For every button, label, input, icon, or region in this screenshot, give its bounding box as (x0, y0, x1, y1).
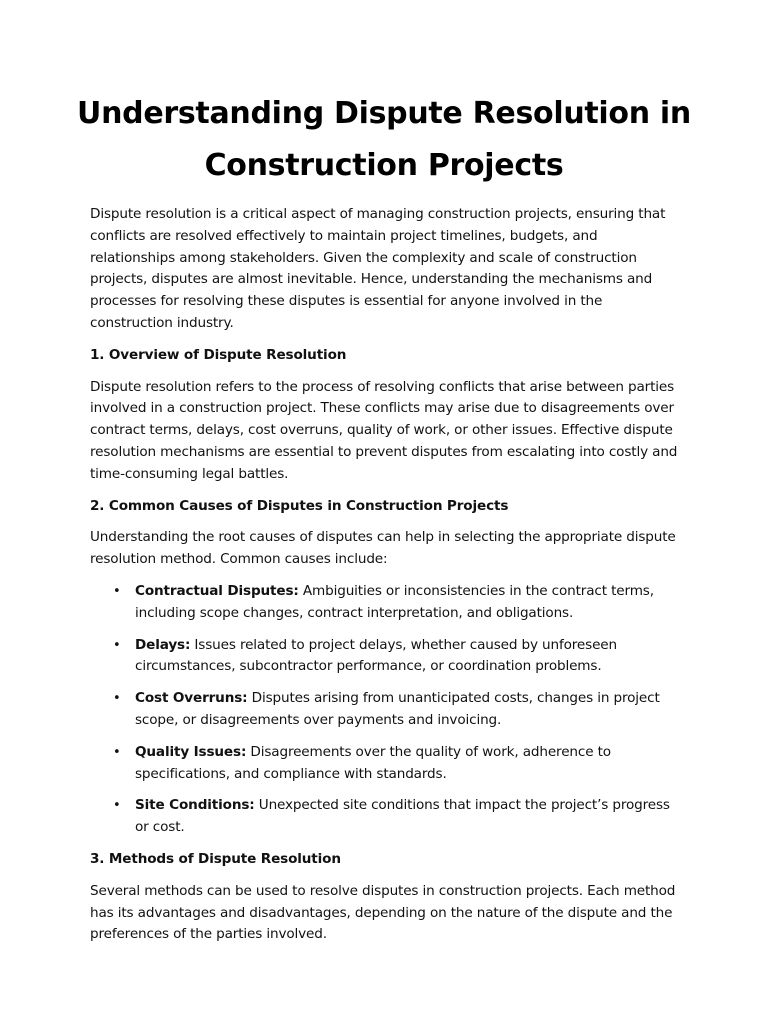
intro-paragraph: Dispute resolution is a critical aspect of managing construction projects, ensuring that conflicts are resolved effectively to maintain project timelines, budgets, and relationships among stakeholders. Given the complexity and scale of construction projects, disputes are almost inevitable. Hence, understanding the mechanisms and processes for resolving these disputes is essential for anyone involved in the construction industry. (90, 206, 666, 331)
bullet-term: Quality Issues: (135, 743, 247, 760)
bullet-term: Delays: (135, 636, 191, 653)
bullet-icon: • (113, 744, 121, 760)
section-body-causes: Understanding the root causes of disputes can help in selecting the appropriate dispute resolution method. Common causes include: (90, 529, 676, 568)
list-item (90, 581, 678, 625)
bullet-term: Site Conditions: (135, 797, 255, 814)
bullet-text: Issues related to project delays, whether caused by unforeseen circumstances, subcontractor performance, or coordination problems. (135, 636, 617, 675)
list-item (90, 795, 678, 839)
section-body-methods: Several methods can be used to resolve disputes in construction projects. Each method has its advantages and disadvantages, depending on the nature of the dispute and the preferences of the parties involved. (90, 882, 676, 943)
list-item (90, 742, 678, 786)
bullet-term: Cost Overruns: (135, 690, 248, 707)
bullet-icon: • (113, 798, 121, 814)
bullet-term: Contractual Disputes: (135, 582, 299, 599)
section-heading-methods: 3. Methods of Dispute Resolution (90, 850, 341, 867)
section-body-overview: Dispute resolution refers to the process of resolving conflicts that arise between parties involved in a construction project. These conflicts may arise due to disagreements over contract terms, delays, cost overruns, quality of work, or other issues. Effective dispute resolution mechanisms are essential to prevent disputes from escalating into costly and time-consuming legal battles. (90, 378, 678, 482)
bullet-text: Unexpected site conditions that impact the project’s progress or cost. (135, 797, 670, 836)
list-item (90, 688, 678, 732)
section-heading-overview: 1. Overview of Dispute Resolution (90, 346, 347, 363)
document-body (90, 204, 678, 956)
causes-list (90, 581, 678, 839)
bullet-icon: • (113, 583, 121, 599)
bullet-icon: • (113, 637, 121, 653)
bullet-text: Disputes arising from unanticipated costs, changes in project scope, or disagreements over payments and invoicing. (135, 690, 660, 728)
page-title: Understanding Dispute Resolution in Construction Projects (77, 96, 691, 183)
bullet-text: Disagreements over the quality of work, adherence to specifications, and compliance with standards. (135, 743, 611, 782)
section-heading-causes: 2. Common Causes of Disputes in Construction Projects (90, 497, 509, 514)
list-item (90, 635, 678, 679)
bullet-icon: • (113, 691, 121, 707)
bullet-text: Ambiguities or inconsistencies in the contract terms, including scope changes, contract interpretation, and obligations. (135, 582, 654, 621)
